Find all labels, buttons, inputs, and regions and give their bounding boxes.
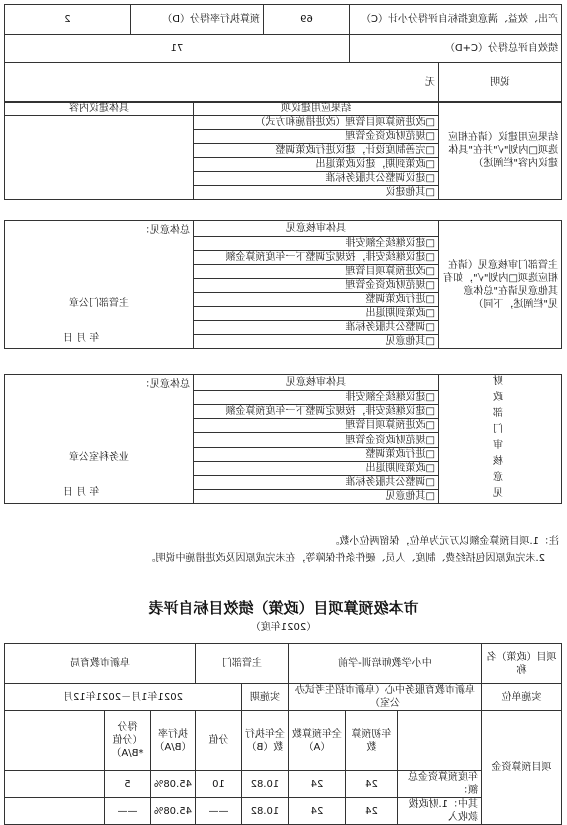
dept-option[interactable]: □建议继续安排，按规定调整下一年度预算金额 xyxy=(194,251,439,265)
supervisor-value: 阜新市教育局 xyxy=(4,644,195,684)
finance-overall-opinion-label: 总体意见： xyxy=(140,379,190,390)
finance-review-label: 财政部门审核意见 xyxy=(494,375,506,503)
results-option[interactable]: □建议调整公共服务标准 xyxy=(194,172,439,186)
project-name-label: 项目（政策）名称 xyxy=(482,644,562,684)
funds-header: 得分（分值*B/A） xyxy=(104,711,150,771)
dept-option-header: 具体审核意见 xyxy=(194,221,439,237)
funds-cell: 24 xyxy=(346,798,398,825)
finance-option[interactable]: □进行政策调整 xyxy=(194,447,439,461)
implementing-unit-value: 阜新市教育服务中心（阜新市招生考试办公室） xyxy=(288,684,481,711)
funds-cell: 24 xyxy=(288,771,345,798)
finance-date: 年 月 日 xyxy=(63,487,100,498)
finance-option-header: 具体审核意见 xyxy=(194,375,439,391)
funds-header-blank xyxy=(4,711,104,771)
results-content-box xyxy=(5,116,194,200)
form-title: 市本级预算项目（政策）绩效目标自评表 xyxy=(148,599,419,617)
supervisor-label: 主管部门 xyxy=(195,644,288,684)
dept-seal-label: 主管部门公章 xyxy=(69,298,129,309)
funds-cell: —— xyxy=(104,798,150,825)
funds-header-blank xyxy=(398,711,482,771)
results-option[interactable]: □政策到期，建议政策退出 xyxy=(194,158,439,172)
project-name-value: 中小学教师培训-学前 xyxy=(288,644,481,684)
finance-seal-label: 业务科室公章 xyxy=(69,452,129,463)
dept-overall-opinion-label: 总体意见： xyxy=(140,225,190,236)
funds-header: 分值 xyxy=(195,711,241,771)
finance-option[interactable]: □规范财政资金管理 xyxy=(194,433,439,447)
subtotal-value: 69 xyxy=(263,5,349,35)
funds-header: 执行率（B/A） xyxy=(150,711,195,771)
dept-review-label: 主管部门审核意见（请在相应选项□内划"√"，如有其他意见请在"总体意见"栏阐述，下同） xyxy=(439,221,562,349)
funds-cell: 45.08% xyxy=(150,771,195,798)
footnote-1: 注：1.项目预算金额以万元为单位，保留两位小数。 xyxy=(329,536,559,547)
period-label: 实施期 xyxy=(241,684,288,711)
funds-row-label: 年度预算资金总额： xyxy=(398,771,482,798)
funds-cell: 24 xyxy=(288,798,345,825)
funds-cell: 5 xyxy=(104,771,150,798)
dept-option[interactable]: □进行政策调整 xyxy=(194,293,439,307)
funds-cell: 10.82 xyxy=(241,771,288,798)
results-option[interactable]: □其他建议 xyxy=(194,186,439,200)
results-option[interactable]: □改进预算项目管理（改进措施和方式） xyxy=(194,116,439,130)
dept-review-section xyxy=(4,220,562,349)
results-content-header: 具体建议内容 xyxy=(5,102,194,116)
dept-option[interactable]: □规范财政资金管理 xyxy=(194,279,439,293)
dept-opinion-box xyxy=(5,221,194,349)
funds-cell-blank xyxy=(4,771,104,798)
score-summary-table xyxy=(4,4,562,103)
finance-review-label-cell xyxy=(439,375,562,504)
results-application-section xyxy=(4,101,562,200)
funds-header: 年初预算数 xyxy=(346,711,398,771)
explanation-value: 无 xyxy=(4,63,438,103)
finance-opinion-box xyxy=(5,375,194,504)
funds-row-label: 其中：1.财政拨款收入 xyxy=(398,798,482,825)
results-application-label: 结果应用建议（请在相应选项□内划"√"并在"具体建议内容"栏阐述） xyxy=(439,102,562,200)
results-option-header: 结果应用建议项 xyxy=(194,102,439,116)
results-option[interactable]: □规范财政资金管理 xyxy=(194,130,439,144)
funds-header: 全年预算数（A） xyxy=(288,711,345,771)
funds-cell-blank xyxy=(4,798,104,825)
finance-option[interactable]: □调整公共服务标准 xyxy=(194,475,439,489)
dept-option[interactable]: □其他意见 xyxy=(194,335,439,349)
table-row xyxy=(4,798,561,825)
period-value: 2021年1月－2021年12月 xyxy=(4,684,241,711)
dept-option[interactable]: □改进预算项目管理 xyxy=(194,265,439,279)
total-score-value: 71 xyxy=(4,35,349,63)
results-option[interactable]: □完善制度设计，建议进行政策调整 xyxy=(194,144,439,158)
finance-option[interactable]: □建议继续全额安排 xyxy=(194,391,439,405)
implementing-unit-label: 实施单位 xyxy=(482,684,562,711)
table-row xyxy=(4,771,561,798)
finance-option[interactable]: □改进预算项目管理 xyxy=(194,419,439,433)
form-year: （2021年度） xyxy=(250,622,317,633)
subtotal-label: 产出、效益、满意度指标自评得分小计（C） xyxy=(349,5,561,35)
footnote-2: 2.未完成原因包括经费、制度、人员、硬件条件保障等，在未完成原因及改进措施中说明。 xyxy=(145,553,545,564)
funds-cell: 10 xyxy=(195,771,241,798)
dept-option[interactable]: □调整公共服务标准 xyxy=(194,321,439,335)
funds-cell: 10.82 xyxy=(241,798,288,825)
finance-option[interactable]: □建议继续安排，按规定调整下一年度预算金额 xyxy=(194,405,439,419)
execution-score-value: 2 xyxy=(4,5,130,35)
dept-option[interactable]: □政策到期退出 xyxy=(194,307,439,321)
project-info-table xyxy=(4,643,562,825)
funds-cell: 45.08% xyxy=(150,798,195,825)
funds-cell: 24 xyxy=(346,771,398,798)
finance-review-section xyxy=(4,374,562,504)
finance-option[interactable]: □其他意见 xyxy=(194,489,439,503)
funds-header: 全年执行数（B） xyxy=(241,711,288,771)
dept-option[interactable]: □建议继续全额安排 xyxy=(194,237,439,251)
total-score-label: 绩效自评总得分（C+D） xyxy=(349,35,561,63)
execution-score-label: 预算执行率得分（D） xyxy=(130,5,263,35)
explanation-label: 说明 xyxy=(439,63,562,103)
budget-funds-label: 项目预算资金 xyxy=(482,711,562,825)
dept-date: 年 月 日 xyxy=(63,333,100,344)
finance-option[interactable]: □政策到期退出 xyxy=(194,461,439,475)
funds-cell: —— xyxy=(195,798,241,825)
